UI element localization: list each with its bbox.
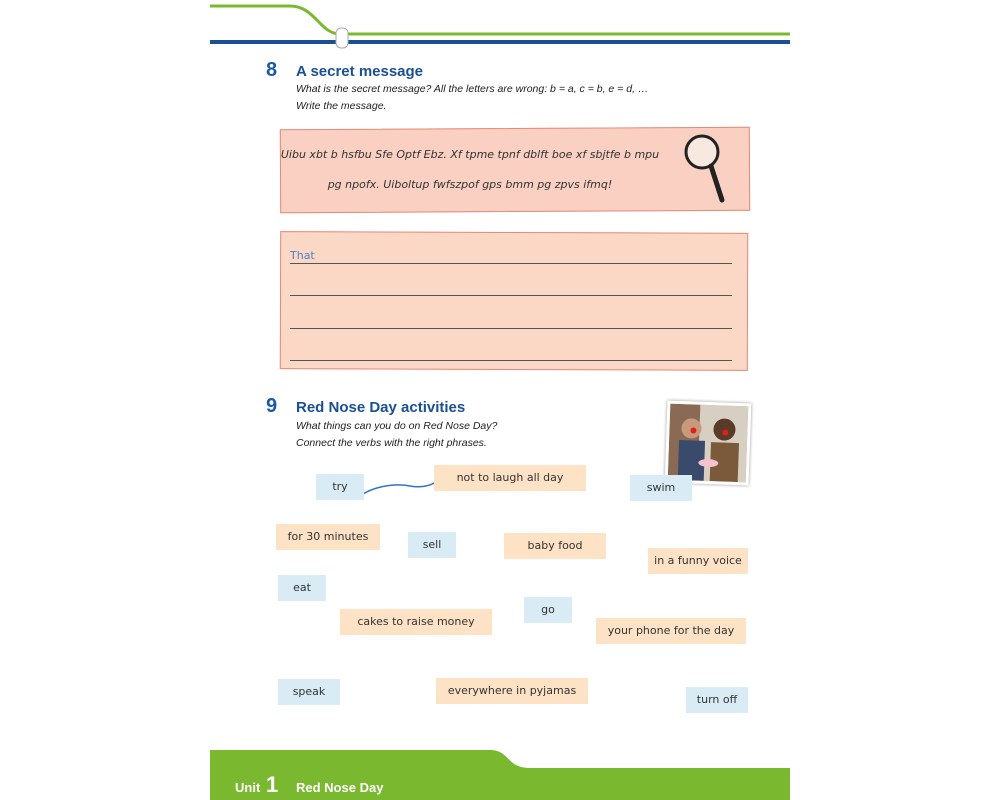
secret-code-box <box>280 127 750 213</box>
answer-box <box>280 231 748 371</box>
phrase-card-cakes-to-raise-money[interactable]: cakes to raise money <box>340 609 492 635</box>
exercise-8-instruction-write: Write the message. <box>296 100 387 112</box>
exercise-9-instruction-connect: Connect the verbs with the right phrases. <box>296 437 487 449</box>
verb-card-go[interactable]: go <box>524 597 572 623</box>
verb-card-try[interactable]: try <box>316 474 364 500</box>
unit-number: 1 <box>266 772 279 797</box>
phrase-card-in-a-funny-voice[interactable]: in a funny voice <box>648 548 748 574</box>
answer-start-text: That <box>290 249 315 262</box>
unit-label: Unit <box>235 780 261 795</box>
phrase-card-not-to-laugh[interactable]: not to laugh all day <box>434 465 586 491</box>
exercise-9-number: 9 <box>266 395 278 417</box>
exercise-8-title: A secret message <box>296 63 424 80</box>
verb-card-eat[interactable]: eat <box>278 575 326 601</box>
phrase-card-baby-food[interactable]: baby food <box>504 533 606 559</box>
phrase-card-your-phone[interactable]: your phone for the day <box>596 618 746 644</box>
phrase-card-everywhere-in-pyjamas[interactable]: everywhere in pyjamas <box>436 678 588 704</box>
connector-line <box>360 476 440 498</box>
exercise-8-number: 8 <box>266 59 278 81</box>
top-decoration <box>210 0 790 50</box>
verb-card-turn-off[interactable]: turn off <box>686 687 748 713</box>
exercise-9-title: Red Nose Day activities <box>296 399 466 416</box>
verb-card-speak[interactable]: speak <box>278 679 340 705</box>
answer-line-3[interactable] <box>290 328 732 329</box>
verb-card-sell[interactable]: sell <box>408 532 456 558</box>
secret-code-line-1: Uibu xbt b hsfbu Sfe Optf Ebz. Xf tpme tpnf dblft boe xf sbjtfe b mpu <box>280 148 660 161</box>
workbook-page <box>210 0 790 800</box>
answer-line-1[interactable] <box>290 263 732 264</box>
unit-title: Red Nose Day <box>296 780 384 795</box>
verb-card-swim[interactable]: swim <box>630 475 692 501</box>
red-nose-photo <box>665 401 752 486</box>
magnifying-glass-icon <box>682 132 727 207</box>
exercise-9-instruction: What things can you do on Red Nose Day? <box>296 420 498 432</box>
exercise-8-instruction: What is the secret message? All the letters are wrong: b = a, c = b, e = d, … <box>296 83 649 95</box>
secret-code-line-2: pg npofx. Uiboltup fwfszpof gps bmm pg zpvs ifmq! <box>327 178 613 191</box>
answer-line-4[interactable] <box>290 360 732 361</box>
answer-line-2[interactable] <box>290 295 732 296</box>
phrase-card-for-30-minutes[interactable]: for 30 minutes <box>276 524 380 550</box>
